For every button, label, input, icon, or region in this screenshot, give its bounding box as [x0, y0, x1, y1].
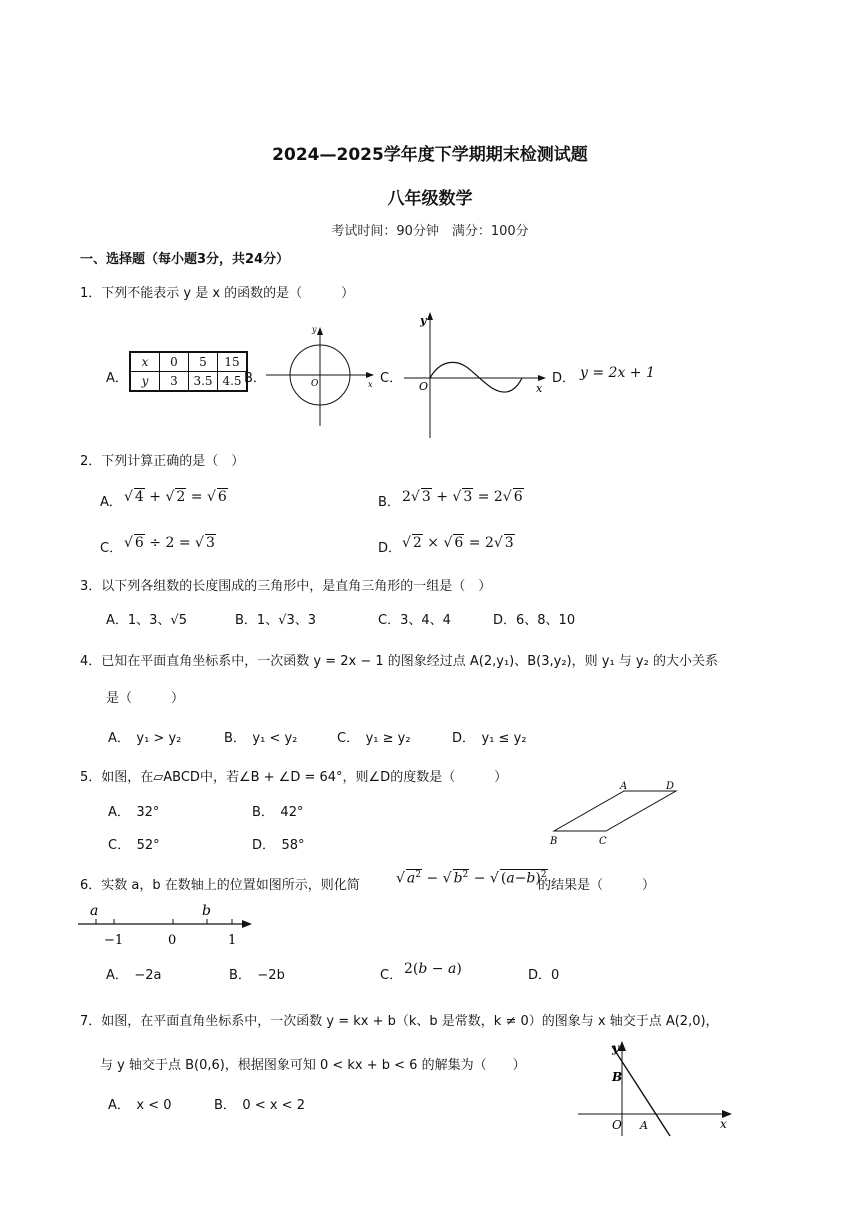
q1-option-a-label: A．	[106, 371, 128, 386]
q7-option-b: B． 0 < x < 2	[214, 1098, 305, 1113]
q4-option-d: D． y₁ ≤ y₂	[452, 731, 527, 746]
table-cell: 4.5	[218, 372, 248, 392]
point-b-label: b	[202, 903, 211, 919]
q2-option-b-label: B．	[378, 495, 400, 510]
q2-option-d-label: D．	[378, 541, 402, 556]
table-cell: 3.5	[189, 372, 218, 392]
q6-option-d: D．0	[528, 968, 560, 983]
q1-option-d-label: D．	[552, 371, 576, 386]
axis-label-x: x	[536, 382, 543, 395]
point-b-label: B	[612, 1070, 623, 1084]
q2-option-c-label: C．	[100, 541, 123, 556]
q6-option-c-formula: 2(b − a)	[404, 961, 462, 977]
q4-option-a: A． y₁ > y₂	[108, 731, 182, 746]
q5-option-d: D． 58°	[252, 838, 305, 853]
parallelogram-figure	[546, 776, 686, 848]
page-title: 2024—2025学年度下学期期末检测试题	[272, 145, 588, 165]
q5-option-c: C． 52°	[108, 838, 160, 853]
q6-option-b: B． −2b	[229, 968, 285, 983]
point-a-label: a	[90, 903, 99, 919]
question-4-stem-cont: 是（ ）	[106, 691, 185, 706]
q2-option-b-formula: 2√ 3 + √ 3 = 2√ 6	[402, 489, 523, 505]
table-cell: y	[130, 372, 160, 392]
question-7-stem-cont: 与 y 轴交于点 B(0,6)，根据图象可知 0 < kx + b < 6 的解集为（ ）	[100, 1058, 526, 1073]
q2-option-a-label: A．	[100, 495, 122, 510]
vertex-label: A	[620, 781, 628, 792]
q1-option-d-formula: y = 2x + 1	[580, 365, 655, 381]
q3-option-b: B．1、√3、3	[235, 613, 317, 628]
q6-expression: √ $a^2$ − √ $b^2$ − √ $(a-b)^2$	[396, 870, 547, 887]
q3-option-a: A．1、3、√5	[106, 613, 187, 628]
question-3-stem: 3．以下列各组数的长度围成的三角形中，是直角三角形的一组是（ ）	[80, 579, 492, 594]
axis-label-y: y	[420, 314, 427, 327]
q5-option-b: B． 42°	[252, 805, 304, 820]
question-2-stem: 2．下列计算正确的是（ ）	[80, 454, 245, 469]
q2-option-a-formula: √ 4 + √ 2 = √ 6	[124, 489, 227, 505]
table-cell: 5	[189, 352, 218, 372]
q1-option-b-label: B．	[244, 371, 266, 386]
question-6-stem-prefix: 6．实数 a，b 在数轴上的位置如图所示，则化简	[80, 878, 360, 893]
question-4-stem: 4．已知在平面直角坐标系中，一次函数 y = 2x − 1 的图象经过点 A(2,y₁)、B(3,y₂)，则 y₁ 与 y₂ 的大小关系	[80, 654, 718, 669]
question-7-stem: 7．如图，在平面直角坐标系中，一次函数 y = kx + b（k、b 是常数，k ≠ 0）的图象与 x 轴交于点 A(2,0)，	[80, 1014, 719, 1029]
axis-label-x: x	[720, 1117, 727, 1131]
question-6-stem-suffix: 的结果是（ ）	[538, 878, 656, 893]
linear-function-graph	[574, 1038, 738, 1138]
table-cell: 0	[160, 352, 189, 372]
point-a-label: A	[640, 1119, 648, 1132]
axis-label-y: y	[312, 325, 317, 334]
vertex-label: C	[599, 836, 607, 847]
question-1-stem: 1．下列不能表示 y 是 x 的函数的是（ ）	[80, 286, 355, 301]
q7-option-a: A． x < 0	[108, 1098, 172, 1113]
tick-label: 1	[228, 933, 237, 948]
table-cell: 15	[218, 352, 248, 372]
origin-label: O	[419, 380, 429, 393]
q2-option-d-formula: √ 2 × √ 6 = 2√ 3	[402, 535, 514, 551]
sine-graph	[400, 308, 550, 440]
q4-option-c: C． y₁ ≥ y₂	[337, 731, 411, 746]
q1-value-table	[129, 351, 248, 392]
axis-label-x: x	[368, 380, 373, 389]
subject-title: 八年级数学	[387, 189, 473, 209]
origin-label: O	[311, 379, 319, 389]
table-cell: x	[130, 352, 160, 372]
q3-option-c: C．3、4、4	[378, 613, 451, 628]
q6-option-c-label: C．	[380, 968, 403, 983]
number-line	[76, 902, 256, 948]
vertex-label: D	[666, 781, 675, 792]
q6-option-a: A． −2a	[106, 968, 162, 983]
question-5-stem: 5．如图，在▱ABCD中，若∠B + ∠D = 64°，则∠D的度数是（ ）	[80, 770, 508, 785]
tick-label: 0	[168, 933, 177, 948]
circle-graph	[262, 322, 378, 428]
q4-option-b: B． y₁ < y₂	[224, 731, 298, 746]
vertex-label: B	[550, 836, 558, 847]
q2-option-c-formula: √ 6 ÷ 2 = √ 3	[124, 535, 215, 551]
origin-label: O	[612, 1118, 622, 1132]
section-heading: 一、选择题（每小题3分，共24分）	[80, 252, 290, 267]
exam-info: 考试时间：90分钟 满分：100分	[331, 224, 529, 239]
tick-label: −1	[104, 933, 124, 948]
table-cell: 3	[160, 372, 189, 392]
axis-label-y: y	[612, 1041, 619, 1055]
q5-option-a: A． 32°	[108, 805, 160, 820]
q3-option-d: D．6、8、10	[493, 613, 576, 628]
q1-option-c-label: C．	[380, 371, 403, 386]
